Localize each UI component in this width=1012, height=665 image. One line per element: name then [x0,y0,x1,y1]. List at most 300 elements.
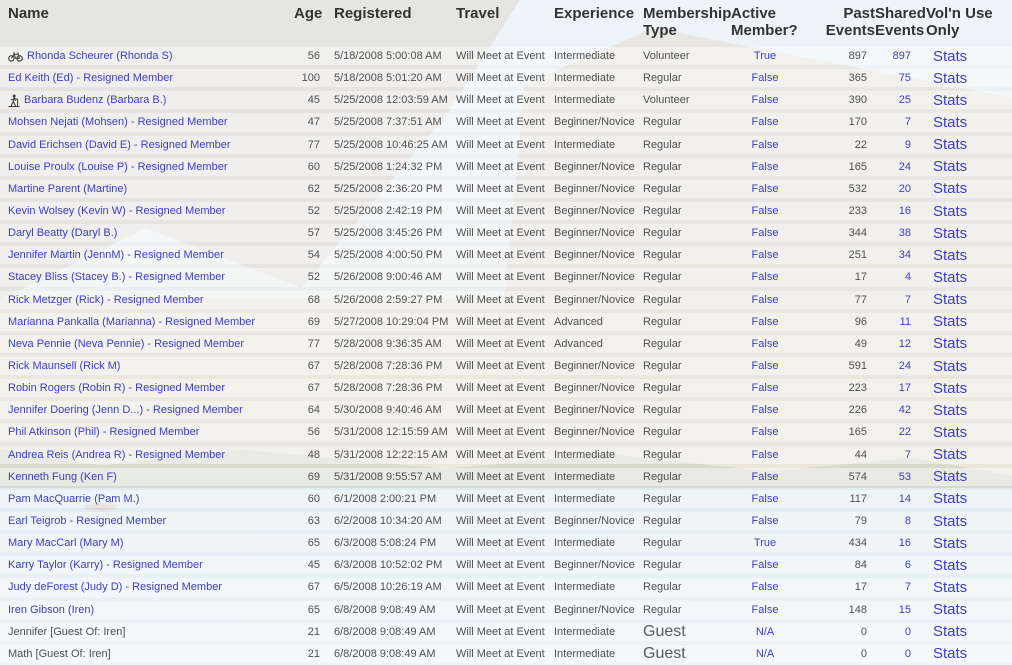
shared-events-link[interactable]: 7 [904,448,911,461]
stats-link[interactable]: Stats [933,69,968,87]
shared-events-link[interactable]: 8 [904,515,911,528]
active-member-link[interactable]: False [751,337,779,350]
age-value: 45 [307,559,320,572]
age-value: 100 [301,72,320,85]
active-member-link[interactable]: False [751,249,779,262]
past-events-value: 223 [848,382,867,395]
experience-value: Advanced [554,337,603,350]
experience-value: Beginner/Novice [554,382,635,395]
shared-events-link[interactable]: 24 [898,160,911,173]
travel-value: Will Meet at Event [456,448,545,461]
member-name-link[interactable]: Neva Pennie (Neva Pennie) - Resigned Member [8,337,245,350]
table-row [0,488,1012,510]
table-row [0,444,1012,466]
registered-value: 5/28/2008 7:28:36 PM [334,360,443,373]
shared-events-link[interactable]: 7 [904,581,911,594]
table-row [0,89,1012,111]
past-events-value: 22 [854,138,867,151]
membership-type-value: Regular [643,559,682,572]
age-value: 67 [307,382,320,395]
active-member-link[interactable]: True [753,50,777,63]
stats-link[interactable]: Stats [933,91,968,109]
registered-value: 5/25/2008 7:37:51 AM [334,116,442,129]
stats-link[interactable]: Stats [933,268,968,286]
header-active-member: Active Member? [731,5,798,39]
header-experience: Experience [554,5,635,22]
membership-type-value: Regular [643,337,682,350]
stats-link[interactable]: Stats [933,313,968,331]
table-row [0,421,1012,443]
registered-value: 5/26/2008 9:00:46 AM [334,271,442,284]
age-value: 60 [307,160,320,173]
header-registered: Registered [334,5,412,22]
past-events-value: 0 [860,625,867,638]
shared-events-link[interactable]: 16 [898,537,911,550]
table-row [0,311,1012,333]
shared-events-link[interactable]: 42 [898,404,911,417]
travel-value: Will Meet at Event [456,470,545,483]
past-events-value: 17 [854,271,867,284]
header-travel: Travel [456,5,500,22]
stats-link[interactable]: Stats [933,423,968,441]
shared-events-link[interactable]: 25 [898,94,911,107]
past-events-value: 96 [854,315,867,328]
membership-type-value: Regular [643,227,682,240]
stats-link[interactable]: Stats [933,578,968,596]
active-member-link[interactable]: False [751,448,779,461]
active-member-link[interactable]: False [751,426,779,439]
membership-type-value: Regular [643,138,682,151]
table-row [0,599,1012,621]
registered-value: 5/28/2008 9:36:35 AM [334,337,442,350]
experience-value: Beginner/Novice [554,116,635,129]
registered-value: 5/25/2008 1:24:32 PM [334,160,443,173]
member-name-link[interactable]: Phil Atkinson (Phil) - Resigned Member [8,426,200,439]
shared-events-link[interactable]: 6 [904,559,911,572]
table-row [0,399,1012,421]
member-name-link[interactable]: Robin Rogers (Robin R) - Resigned Member [8,382,226,395]
age-value: 65 [307,537,320,550]
registered-value: 5/25/2008 3:45:26 PM [334,227,443,240]
experience-value: Beginner/Novice [554,182,635,195]
stats-link[interactable]: Stats [933,136,968,154]
travel-value: Will Meet at Event [456,249,545,262]
past-events-value: 233 [848,205,867,218]
active-member-link[interactable]: False [751,382,779,395]
travel-value: Will Meet at Event [456,337,545,350]
membership-type-value: Regular [643,448,682,461]
shared-events-link[interactable]: 34 [898,249,911,262]
past-events-value: 344 [848,227,867,240]
past-events-value: 251 [848,249,867,262]
membership-type-value: Regular [643,116,682,129]
age-value: 54 [307,249,320,262]
stats-link[interactable]: Stats [933,490,968,508]
membership-type-value: Regular [643,492,682,505]
age-value: 47 [307,116,320,129]
experience-value: Intermediate [554,50,616,63]
registered-value: 5/25/2008 2:42:19 PM [334,205,443,218]
membership-type-value: Regular [643,537,682,550]
experience-value: Beginner/Novice [554,426,635,439]
member-name-link[interactable]: Louise Proulx (Louise P) - Resigned Member [8,160,228,173]
travel-value: Will Meet at Event [456,647,545,660]
stats-link[interactable]: Stats [933,601,968,619]
shared-events-link[interactable]: 9 [904,138,911,151]
travel-value: Will Meet at Event [456,492,545,505]
registered-value: 5/28/2008 7:28:36 PM [334,382,443,395]
experience-value: Beginner/Novice [554,205,635,218]
active-member-link[interactable]: False [751,559,779,572]
past-events-value: 390 [848,94,867,107]
experience-value: Intermediate [554,581,616,594]
member-name-link[interactable]: Mary MacCarl (Mary M) [8,537,124,550]
past-events-value: 226 [848,404,867,417]
member-name-link[interactable]: Ed Keith (Ed) - Resigned Member [8,72,174,85]
member-name-link[interactable]: Rhonda Scheurer (Rhonda S) [27,50,173,63]
age-value: 62 [307,182,320,195]
age-value: 21 [307,647,320,660]
table-row [0,576,1012,598]
travel-value: Will Meet at Event [456,160,545,173]
experience-value: Intermediate [554,94,616,107]
travel-value: Will Meet at Event [456,625,545,638]
stats-link[interactable]: Stats [933,47,968,65]
stats-link[interactable]: Stats [933,202,968,220]
member-name-link[interactable]: Earl Teigrob - Resigned Member [8,515,167,528]
membership-type-value: Regular [643,72,682,85]
shared-events-link[interactable]: 16 [898,205,911,218]
age-value: 69 [307,315,320,328]
registered-value: 5/30/2008 9:40:46 AM [334,404,442,417]
stats-link[interactable]: Stats [933,379,968,397]
table-row [0,355,1012,377]
stats-link[interactable]: Stats [933,158,968,176]
experience-value: Beginner/Novice [554,603,635,616]
age-value: 77 [307,138,320,151]
shared-events-link[interactable]: 75 [898,72,911,85]
age-value: 69 [307,470,320,483]
member-name-link[interactable]: Marianna Pankalla (Marianna) - Resigned Member [8,315,256,328]
past-events-value: 532 [848,182,867,195]
active-member-link[interactable]: False [751,470,779,483]
membership-type-value: Guest [643,622,686,640]
active-member-link[interactable]: False [751,116,779,129]
registered-value: 6/5/2008 10:26:19 AM [334,581,442,594]
member-name-link[interactable]: Kenneth Fung (Ken F) [8,470,117,483]
travel-value: Will Meet at Event [456,72,545,85]
member-name-link[interactable]: Rick Metzger (Rick) - Resigned Member [8,293,204,306]
shared-events-link[interactable]: 11 [899,315,911,328]
membership-type-value: Regular [643,404,682,417]
header-voln-use-only: Vol'n Use Only [926,5,993,39]
stats-link[interactable]: Stats [933,246,968,264]
active-member-link[interactable]: False [751,72,779,85]
header-shared-events: Shared Events [875,5,926,39]
active-member-link[interactable]: N/A [755,625,775,638]
member-name-link[interactable]: Mohsen Nejati (Mohsen) - Resigned Member [8,116,228,129]
table-row [0,200,1012,222]
membership-type-value: Regular [643,205,682,218]
table-row [0,377,1012,399]
travel-value: Will Meet at Event [456,382,545,395]
past-events-value: 165 [848,426,867,439]
age-value: 63 [307,515,320,528]
membership-type-value: Regular [643,382,682,395]
experience-value: Intermediate [554,647,616,660]
member-name-link[interactable]: Pam MacQuarrie (Pam M.) [8,492,140,505]
membership-type-value: Volunteer [643,50,690,63]
shared-events-link[interactable]: 20 [898,182,911,195]
active-member-link[interactable]: False [751,404,779,417]
table-row [0,532,1012,554]
age-value: 52 [307,271,320,284]
member-name-link[interactable]: Andrea Reis (Andrea R) - Resigned Member [8,448,226,461]
membership-type-value: Regular [643,603,682,616]
member-name-link[interactable]: Martine Parent (Martine) [8,182,128,195]
stats-link[interactable]: Stats [933,645,968,663]
stats-link[interactable]: Stats [933,401,968,419]
shared-events-link[interactable]: 0 [904,625,911,638]
member-name-link[interactable]: Iren Gibson (Iren) [8,603,95,616]
stats-link[interactable]: Stats [933,357,968,375]
active-member-link[interactable]: False [751,94,779,107]
active-member-link[interactable]: False [751,360,779,373]
travel-value: Will Meet at Event [456,271,545,284]
travel-value: Will Meet at Event [456,360,545,373]
stats-link[interactable]: Stats [933,623,968,641]
registered-value: 5/27/2008 10:29:04 PM [334,315,449,328]
age-value: 48 [307,448,320,461]
registered-value: 6/1/2008 2:00:21 PM [334,492,437,505]
member-name-link[interactable]: Stacey Bliss (Stacey B.) - Resigned Member [8,271,226,284]
experience-value: Beginner/Novice [554,227,635,240]
membership-type-value: Regular [643,515,682,528]
travel-value: Will Meet at Event [456,205,545,218]
past-events-value: 574 [848,470,867,483]
shared-events-link[interactable]: 38 [898,227,911,240]
active-member-link[interactable]: False [751,205,779,218]
past-events-value: 148 [848,603,867,616]
membership-type-value: Regular [643,160,682,173]
experience-value: Beginner/Novice [554,293,635,306]
header-membership-type: Membership Type [643,5,732,39]
shared-events-link[interactable]: 14 [898,492,911,505]
member-name-link[interactable]: Judy deForest (Judy D) - Resigned Member [8,581,222,594]
table-header-row [0,0,1012,45]
table-row [0,178,1012,200]
stats-link[interactable]: Stats [933,556,968,574]
experience-value: Beginner/Novice [554,559,635,572]
past-events-value: 117 [849,492,867,505]
past-events-value: 165 [848,160,867,173]
header-age: Age [294,5,323,22]
membership-type-value: Regular [643,271,682,284]
experience-value: Intermediate [554,625,616,638]
past-events-value: 0 [860,647,867,660]
travel-value: Will Meet at Event [456,603,545,616]
stats-link[interactable]: Stats [933,180,968,198]
guest-name-label: Math [Guest Of: Iren] [8,647,111,660]
header-name: Name [8,5,49,22]
registered-value: 5/26/2008 2:59:27 PM [334,293,443,306]
registered-value: 5/25/2008 2:36:20 PM [334,182,443,195]
experience-value: Intermediate [554,138,616,151]
age-value: 52 [307,205,320,218]
registered-value: 6/8/2008 9:08:49 AM [334,647,436,660]
active-member-link[interactable]: False [751,271,779,284]
table-row [0,466,1012,488]
travel-value: Will Meet at Event [456,537,545,550]
past-events-value: 591 [848,360,867,373]
active-member-link[interactable]: False [751,515,779,528]
table-row [0,333,1012,355]
past-events-value: 434 [848,537,867,550]
age-value: 56 [307,50,320,63]
member-name-link[interactable]: Kevin Wolsey (Kevin W) - Resigned Member [8,205,226,218]
registered-value: 5/25/2008 10:46:25 AM [334,138,448,151]
past-events-value: 897 [848,50,867,63]
past-events-value: 44 [854,448,867,461]
experience-value: Intermediate [554,72,616,85]
registered-value: 6/3/2008 10:52:02 PM [334,559,443,572]
age-value: 77 [307,337,320,350]
shared-events-link[interactable]: 22 [898,426,911,439]
age-value: 64 [307,404,320,417]
active-member-link[interactable]: False [751,160,779,173]
stats-link[interactable]: Stats [933,534,968,552]
table-row [0,554,1012,576]
bicycle-icon [8,51,23,62]
experience-value: Intermediate [554,448,616,461]
shared-events-link[interactable]: 24 [898,360,911,373]
registered-value: 6/3/2008 5:08:24 PM [334,537,437,550]
shared-events-link[interactable]: 12 [898,337,911,350]
experience-value: Beginner/Novice [554,160,635,173]
registered-value: 5/31/2008 12:15:59 AM [334,426,448,439]
travel-value: Will Meet at Event [456,227,545,240]
age-value: 21 [307,625,320,638]
table-row [0,621,1012,643]
table-row [0,222,1012,244]
guest-name-label: Jennifer [Guest Of: Iren] [8,625,126,638]
active-member-link[interactable]: False [751,227,779,240]
stats-link[interactable]: Stats [933,224,968,242]
age-value: 57 [307,227,320,240]
membership-type-value: Regular [643,581,682,594]
active-member-link[interactable]: False [751,293,779,306]
table-row [0,244,1012,266]
experience-value: Beginner/Novice [554,271,635,284]
active-member-link[interactable]: False [751,315,779,328]
membership-type-value: Volunteer [643,94,690,107]
stats-link[interactable]: Stats [933,468,968,486]
stats-link[interactable]: Stats [933,512,968,530]
registered-value: 5/18/2008 5:00:08 AM [334,50,442,63]
experience-value: Intermediate [554,492,616,505]
past-events-value: 77 [854,293,867,306]
membership-type-value: Regular [643,426,682,439]
active-member-link[interactable]: False [751,603,779,616]
experience-value: Beginner/Novice [554,249,635,262]
membership-type-value: Regular [643,315,682,328]
table-body [0,45,1012,665]
shared-events-link[interactable]: 4 [904,271,911,284]
member-name-link[interactable]: Karry Taylor (Karry) - Resigned Member [8,559,203,572]
travel-value: Will Meet at Event [456,426,545,439]
table-row [0,643,1012,665]
travel-value: Will Meet at Event [456,315,545,328]
member-name-link[interactable]: Barbara Budenz (Barbara B.) [24,94,167,107]
past-events-value: 17 [854,581,867,594]
registered-value: 5/31/2008 12:22:15 AM [334,448,448,461]
membership-type-value: Regular [643,182,682,195]
travel-value: Will Meet at Event [456,116,545,129]
table-row [0,111,1012,133]
membership-type-value: Regular [643,293,682,306]
past-events-value: 84 [854,559,867,572]
age-value: 45 [307,94,320,107]
travel-value: Will Meet at Event [456,293,545,306]
registered-value: 6/8/2008 9:08:49 AM [334,603,436,616]
table-row [0,510,1012,532]
experience-value: Intermediate [554,470,616,483]
membership-type-value: Guest [643,644,686,662]
past-events-value: 79 [854,515,867,528]
age-value: 65 [307,603,320,616]
active-member-link[interactable]: False [751,138,779,151]
shared-events-link[interactable]: 15 [898,603,911,616]
stats-link[interactable]: Stats [933,113,968,131]
travel-value: Will Meet at Event [456,50,545,63]
active-member-link[interactable]: False [751,492,779,505]
registered-value: 5/31/2008 9:55:57 AM [334,470,442,483]
travel-value: Will Meet at Event [456,94,545,107]
member-name-link[interactable]: Jennifer Martin (JennM) - Resigned Member [8,249,224,262]
membership-type-value: Regular [643,470,682,483]
shared-events-link[interactable]: 897 [892,50,911,63]
shared-events-link[interactable]: 0 [904,647,911,660]
travel-value: Will Meet at Event [456,515,545,528]
active-member-link[interactable]: True [753,537,777,550]
member-name-link[interactable]: Jennifer Doering (Jenn D...) - Resigned Member [8,404,243,417]
active-member-link[interactable]: False [751,182,779,195]
stats-link[interactable]: Stats [933,291,968,309]
member-name-link[interactable]: David Erichsen (David E) - Resigned Member [8,138,231,151]
stats-link[interactable]: Stats [933,446,968,464]
experience-value: Advanced [554,315,603,328]
past-events-value: 49 [854,337,867,350]
membership-type-value: Regular [643,249,682,262]
active-member-link[interactable]: N/A [755,647,775,660]
shared-events-link[interactable]: 7 [904,116,911,129]
shared-events-link[interactable]: 17 [898,382,911,395]
member-name-link[interactable]: Rick Maunsell (Rick M) [8,360,121,373]
shared-events-link[interactable]: 7 [904,293,911,306]
active-member-link[interactable]: False [751,581,779,594]
member-name-link[interactable]: Daryl Beatty (Daryl B.) [8,227,118,240]
table-row [0,45,1012,67]
age-value: 67 [307,360,320,373]
table-row [0,67,1012,89]
travel-value: Will Meet at Event [456,182,545,195]
stats-link[interactable]: Stats [933,335,968,353]
shared-events-link[interactable]: 53 [898,470,911,483]
experience-value: Intermediate [554,537,616,550]
registered-value: 6/8/2008 9:08:49 AM [334,625,436,638]
age-value: 67 [307,581,320,594]
age-value: 56 [307,426,320,439]
